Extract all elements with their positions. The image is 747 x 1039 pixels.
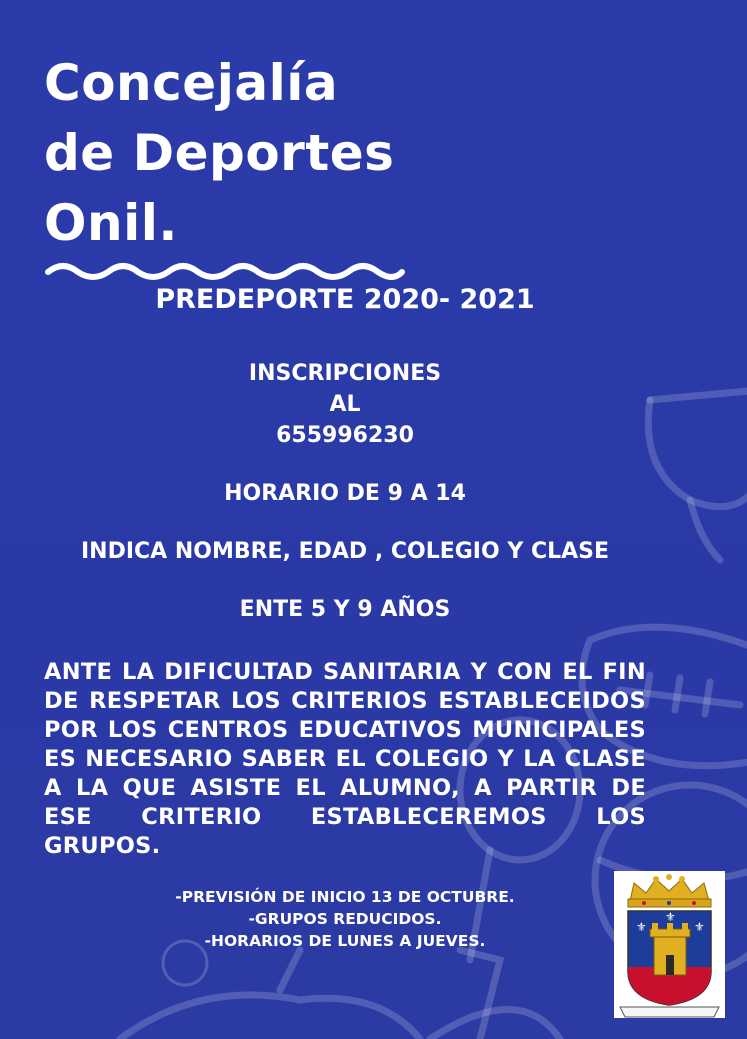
wave-divider-icon <box>44 258 406 282</box>
health-notice: ANTE LA DIFICULTAD SANITARIA Y CON EL FIN DE RESPETAR LOS CRITERIOS ESTABLECEIDOS POR LOS CENTROS EDUCATIVOS MUNICIPALES ES NECESARIO SABER EL COLEGIO Y LA CLASE A LA QUE ASISTE EL ALUMNO, A PARTIR DE ESE CRITERIO ESTABLECEREMOS LOS GRUPOS. <box>44 659 646 859</box>
title-line: Concejalía <box>44 54 339 112</box>
castle-icon <box>650 923 690 975</box>
note-item: -PREVISIÓN DE INICIO 13 DE OCTUBRE. <box>175 888 515 906</box>
arc-icon <box>430 1010 560 1039</box>
title-line: de Deportes <box>44 124 395 182</box>
season-subtitle: PREDEPORTE 2020- 2021 <box>155 284 535 315</box>
svg-text:⚜: ⚜ <box>665 910 676 924</box>
svg-text:⚜: ⚜ <box>694 920 705 934</box>
coat-of-arms-logo <box>614 871 725 1018</box>
svg-text:⚜: ⚜ <box>636 920 647 934</box>
note-item: -HORARIOS DE LUNES A JUEVES. <box>204 932 486 950</box>
registration-connector: AL <box>329 392 361 417</box>
page-title <box>44 48 394 258</box>
sneaker-icon <box>120 950 420 1039</box>
note-item: -GRUPOS REDUCIDOS. <box>248 910 442 928</box>
registration-info <box>0 358 690 451</box>
ages-text: ENTE 5 Y 9 AÑOS <box>239 597 451 622</box>
phone-number: 655996230 <box>276 423 414 448</box>
instructions-text: INDICA NOMBRE, EDAD , COLEGIO Y CLASE <box>80 539 610 564</box>
ribbon-icon <box>620 1007 719 1017</box>
registration-label: INSCRIPCIONES <box>248 361 442 386</box>
crown-icon <box>628 874 711 907</box>
schedule-text: HORARIO DE 9 A 14 <box>224 481 466 506</box>
notes-list <box>90 886 600 952</box>
title-line: Onil. <box>44 194 178 252</box>
